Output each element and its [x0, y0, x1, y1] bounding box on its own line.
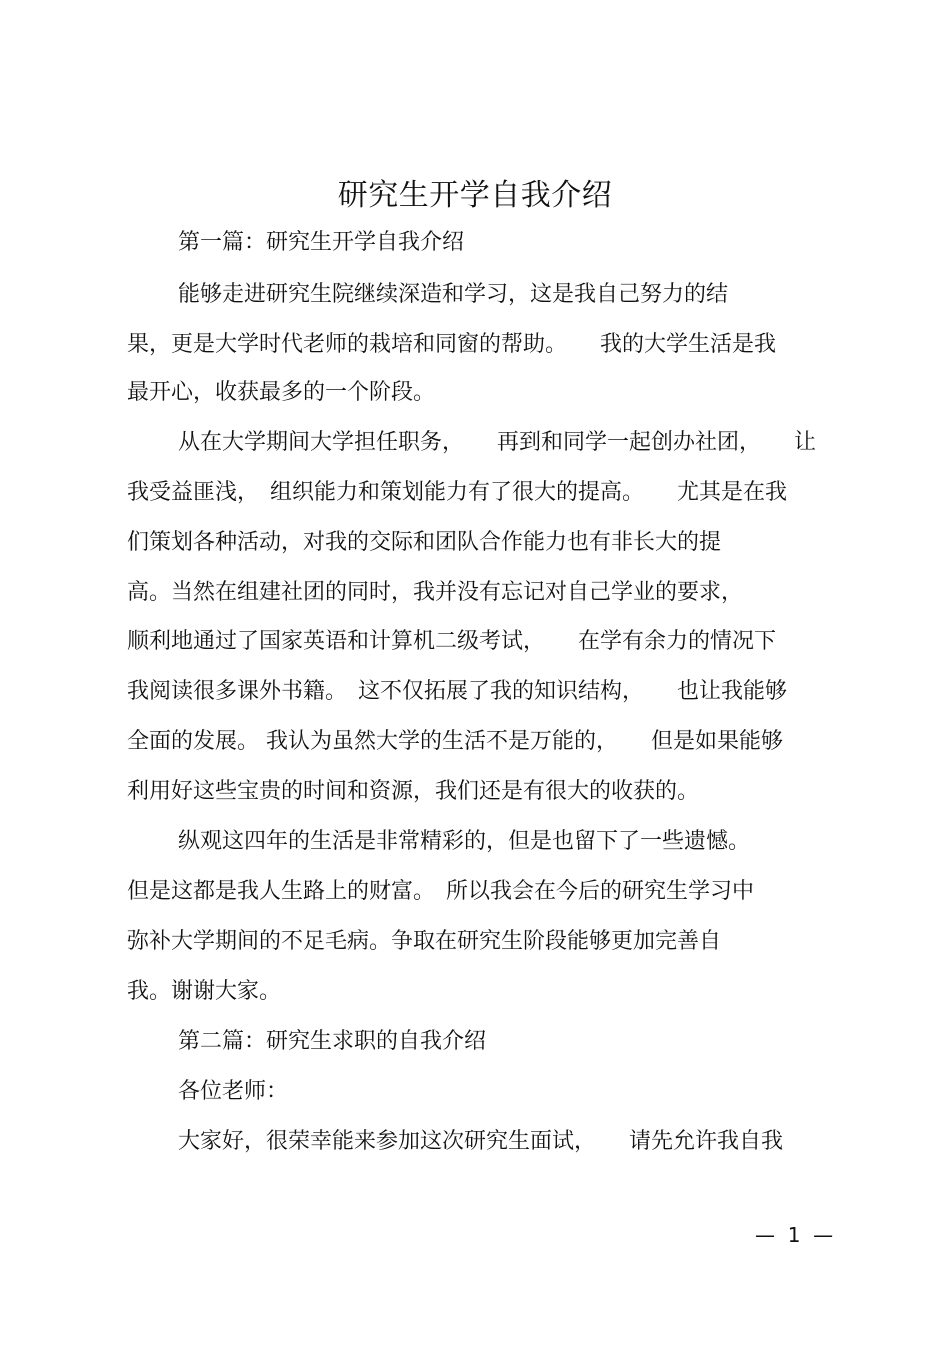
paragraph-line: 利用好这些宝贵的时间和资源，我们还是有很大的收获的。	[127, 779, 700, 804]
paragraph-line: 我阅读很多课外书籍。 这不仅拓展了我的知识结构， 也让我能够	[127, 679, 788, 704]
paragraph-line: 最开心，收获最多的一个阶段。	[127, 380, 436, 405]
salutation: 各位老师：	[178, 1079, 289, 1104]
section-heading-1: 第一篇：研究生开学自我介绍	[178, 230, 465, 255]
section-heading-2: 第二篇：研究生求职的自我介绍	[178, 1029, 487, 1054]
paragraph-line: 从在大学期间大学担任职务， 再到和同学一起创办社团， 让	[178, 430, 817, 455]
paragraph-line: 大家好，很荣幸能来参加这次研究生面试， 请先允许我自我	[178, 1129, 784, 1154]
paragraph-line: 顺利地通过了国家英语和计算机二级考试， 在学有余力的情况下	[127, 629, 777, 654]
paragraph-line: 高。当然在组建社团的同时，我并没有忘记对自己学业的要求，	[127, 580, 744, 605]
paragraph-line: 但是这都是我人生路上的财富。 所以我会在今后的研究生学习中	[127, 879, 755, 904]
paragraph-line: 们策划各种活动，对我的交际和团队合作能力也有非长大的提	[127, 530, 722, 555]
paragraph-line: 我。谢谢大家。	[127, 979, 282, 1004]
paragraph-line: 弥补大学期间的不足毛病。争取在研究生阶段能够更加完善自	[127, 929, 722, 954]
paragraph-line: 纵观这四年的生活是非常精彩的，但是也留下了一些遗憾。	[178, 829, 751, 854]
page-number: — 1 —	[755, 1223, 834, 1247]
paragraph-line: 果，更是大学时代老师的栽培和同窗的帮助。 我的大学生活是我	[127, 332, 777, 357]
paragraph-line: 能够走进研究生院继续深造和学习，这是我自己努力的结	[178, 282, 729, 307]
paragraph-line: 全面的发展。 我认为虽然大学的生活不是万能的， 但是如果能够	[127, 729, 783, 754]
document-title: 研究生开学自我介绍	[337, 178, 613, 213]
paragraph-line: 我受益匪浅， 组织能力和策划能力有了很大的提高。 尤其是在我	[127, 480, 788, 505]
